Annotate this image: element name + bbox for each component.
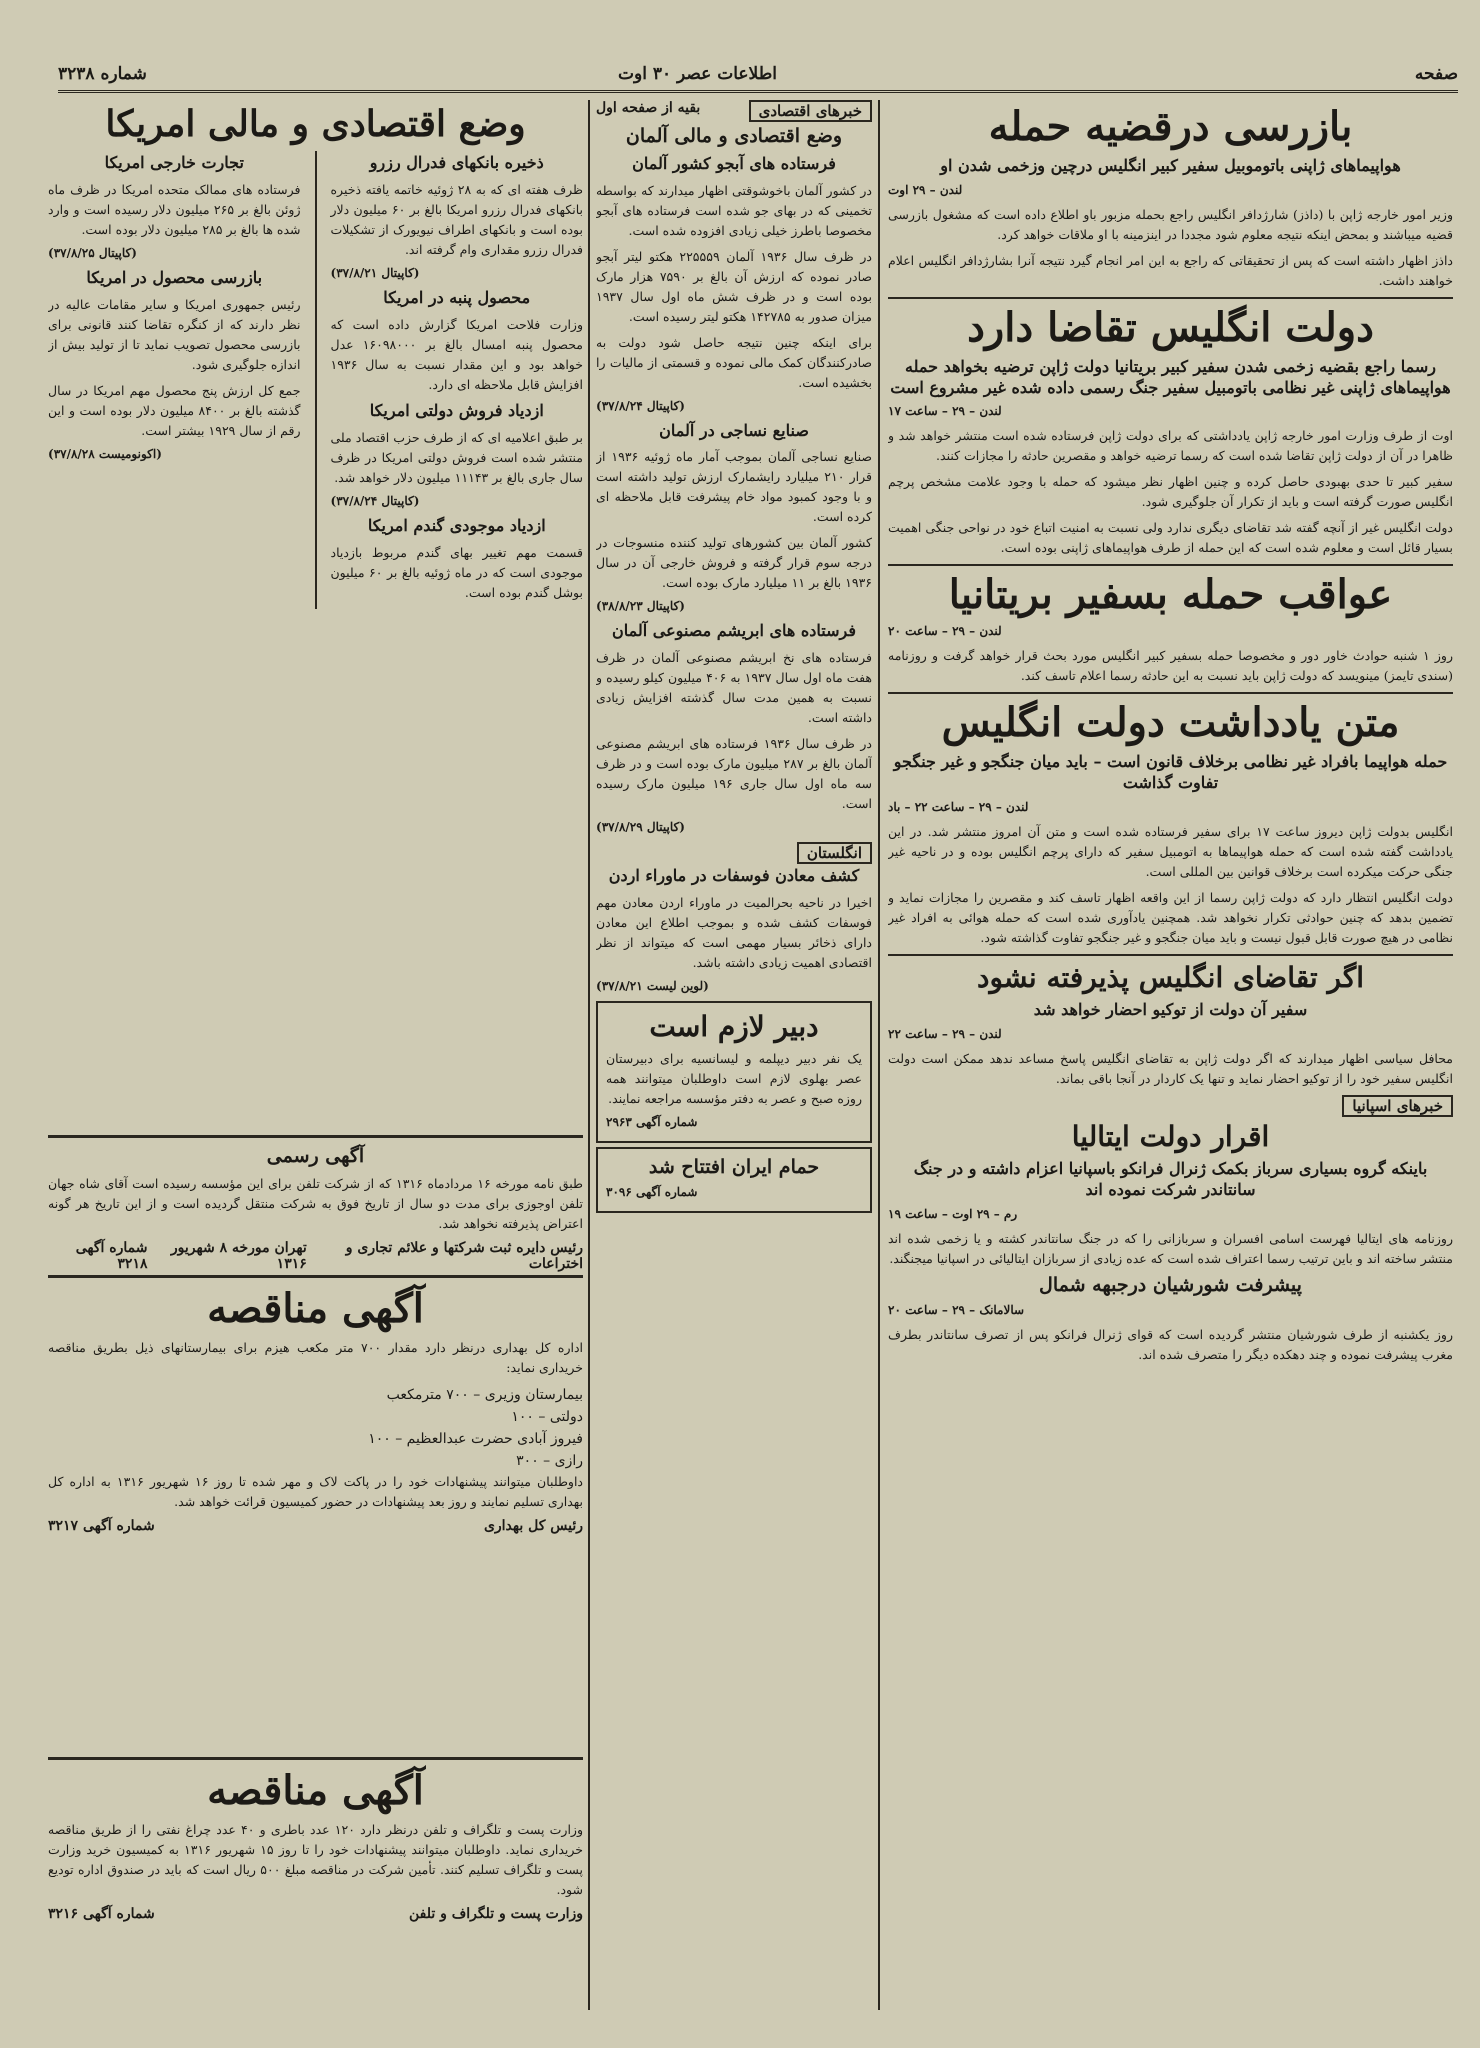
right-column <box>888 100 1453 2010</box>
article-body: ظرف هفته ای که به ۲۸ ژوئیه خاتمه یافته ذخیره بانکهای فدرال رزرو امریکا بالغ بر ۶۰ میلیون دلار بوده است و بانکهای اطراف نیویورک از تشکیلات فدرال رزرو مقداری وام گرفته اند. <box>330 182 583 258</box>
tender-title: آگهی مناقصه <box>207 1285 424 1332</box>
section-rule <box>48 1757 583 1760</box>
tender-signature: رئیس کل بهداری <box>483 1518 583 1534</box>
dateline: سالامانک – ۲۹ – ساعت ۲۰ <box>888 1302 1025 1317</box>
dateline: لندن – ۲۹ – ساعت ۲۰ <box>888 624 1002 639</box>
divider <box>888 564 1453 566</box>
subhead-silk: فرستاده های ابریشم مصنوعی آلمان <box>612 621 856 641</box>
article-body: فرستاده های نخ ابریشم مصنوعی آلمان در ظرف هفت ماه اول سال ۱۹۳۷ به ۴۰۶ میلیون کیلو رسیده و نسبت به همین مدت سال گذشته افزایش زیادی داشته است. <box>596 650 872 726</box>
subhead-cotton: محصول پنبه در امریکا <box>383 288 531 308</box>
dateline: لندن – ۲۹ اوت <box>888 182 963 197</box>
article-body: در ظرف سال ۱۹۳۶ فرستاده های ابریشم مصنوعی آلمان بالغ بر ۲۸۷ میلیون مارک بوده است و در ظرف سه ماه اول سال جاری ۱۹۶ میلیون مارک رسیده است. <box>596 736 872 812</box>
article-body: جمع کل ارزش پنج محصول مهم امریکا در سال گذشته بالغ بر ۸۴۰۰ میلیون دلار بوده است و این رقم از سال ۱۹۲۹ بیشتر است. <box>48 382 301 438</box>
paper-name: اطلاعات عصر ۳۰ اوت <box>618 64 777 84</box>
headline-memorandum: متن یادداشت دولت انگلیس <box>941 699 1400 747</box>
subhead-inspection: هواپیماهای ژاپنی باتوموبیل سفیر کبیر انگلیس درچین وزخمی شدن او <box>940 156 1401 175</box>
page-label: صفحه <box>1414 64 1458 84</box>
tender2-reference: شماره آگهی ۳۲۱۶ <box>48 1906 155 1922</box>
subhead-phosphate: کشف معادن فوسفات در ماوراء اردن <box>608 866 860 886</box>
article-body: در ظرف سال ۱۹۳۶ آلمان ۲۲۵۵۵۹ هکتو لیتر آبجو صادر نموده که ارزش آن بالغ بر ۷۵۹۰ هزار مارک بوده است و در ظرف شش ماه اول سال ۱۹۳۷ میزان صدور به ۱۴۲۷۸۵ هکتو لیتر رسیده است. <box>596 248 872 324</box>
source-signoff: (اکونومیست ۳۷/۸/۲۸) <box>48 446 162 461</box>
headline-if-refused: اگر تقاضای انگلیس پذیرفته نشود <box>977 960 1364 994</box>
subcolumn-right <box>331 151 584 608</box>
source-signoff: (کاپیتال ۳۸/۸/۲۳) <box>596 599 685 614</box>
subhead-sales: ازدیاد فروش دولتی امریکا <box>369 400 544 420</box>
source-signoff: (کاپیتال ۳۷/۸/۲۹) <box>596 820 685 835</box>
headline-america: وضع اقتصادی و مالی امریکا <box>105 103 526 145</box>
headline-england-demands: دولت انگلیس تقاضا دارد <box>967 303 1374 351</box>
dateline: لندن – ۲۹ – ساعت ۱۷ <box>888 404 1002 419</box>
notice-signature: رئیس دایره ثبت شرکتها و علائم تجاری و اختراعات <box>345 1239 583 1272</box>
subhead-trade: تجارت خارجی امریکا <box>104 153 244 173</box>
subhead-textiles: صنایع نساجی در آلمان <box>659 420 809 440</box>
notice-title: آگهی رسمی <box>266 1145 365 1167</box>
article-body: دولت انگلیس انتظار دارد که دولت ژاپن رسما از این واقعه اظهار تاسف کند و مقصرین را مجازات نماید و تضمین بدهد که چنین حوادثی تکرار نخواهد شد. همچنین یادآوری شده است که حمله هوائی به افراد غیر نظامی در هیچ صورت قابل قبول نیست و باید میان جنگجو و غیر جنگجو تفاوت گذاشته شود. <box>888 889 1453 945</box>
notice-reference: شماره آگهی ۳۲۱۸ <box>75 1239 148 1272</box>
tender-notice <box>48 1282 583 1752</box>
section-tag-spain: خبرهای اسپانیا <box>1342 1095 1453 1117</box>
column-rule <box>588 100 590 2010</box>
article-body: رئیس جمهوری امریکا و سایر مقامات عالیه در نظر دارند که از کنگره تقاضا کنند قانونی برای بازرسی محصول تصویب نماید تا از تولید بیش از اندازه جلوگیری شود. <box>48 296 301 372</box>
source-signoff: (کاپیتال ۳۷/۸/۲۴) <box>596 398 685 413</box>
page-header <box>58 62 1458 93</box>
ad-reference: شماره آگهی ۳۰۹۶ <box>606 1185 698 1200</box>
subhead-wheat: ازدیاد موجودی گندم امریکا <box>367 515 546 535</box>
source-signoff: (کاپیتال ۳۷/۸/۲۴) <box>330 493 420 508</box>
section-rule <box>48 1135 583 1138</box>
tender-item: بیمارستان وزیری – ۷۰۰ مترمکعب <box>386 1387 583 1403</box>
continued-label: بقیه از صفحه اول <box>596 100 701 116</box>
issue-number: شماره ۳۲۳۸ <box>58 64 147 84</box>
article-body: فرستاده های ممالک متحده امریکا در ظرف ماه ژوئن بالغ بر ۲۶۵ میلیون دلار رسیده است و وارد شده ها بالغ بر ۲۸۵ میلیون دلار بوده است. <box>48 182 301 238</box>
subhead-england-demands: رسما راجع بقضیه زخمی شدن سفیر کبیر بریتانیا دولت ژاپن ترضیه بخواهد حمله هواپیماهای ژاپنی غیر نظامی باتومبیل سفیر جنگ رسمی داده شده غیر مشروع است <box>890 356 1451 397</box>
article-body: کشور آلمان بین کشورهای تولید کننده منسوجات در درجه سوم قرار گرفته و فروش خارجی آن در سال ۱۹۳۶ بالغ بر ۱۱ میلیارد مارک بوده است. <box>596 535 872 591</box>
tender-items <box>48 1384 583 1472</box>
classified-ad <box>596 1147 872 1213</box>
tender-item: رازی – ۳۰۰ <box>516 1453 583 1469</box>
source-signoff: (کاپیتال ۳۷/۸/۲۵) <box>48 246 137 261</box>
article-body: وزارت فلاحت امریکا گزارش داده است که محصول پنبه امسال بالغ بر ۱۶۰۹۸۰۰۰ عدل خواهد بود و این مقدار نسبت به سال ۱۹۳۶ افزایش قابل ملاحظه ای دارد. <box>330 316 583 392</box>
tender2-signature: وزارت پست و تلگراف و تلفن <box>408 1906 583 1922</box>
section-tag-economy: خبرهای اقتصادی <box>749 100 872 122</box>
column-rule <box>878 100 880 2010</box>
dateline: رم – ۲۹ اوت – ساعت ۱۹ <box>888 1206 1018 1221</box>
source-signoff: (لوین لیست ۳۷/۸/۲۱) <box>596 979 709 994</box>
article-body: دولت انگلیس غیر از آنچه گفته شد تقاضای دیگری ندارد ولی نسبت به امنیت اتباع خود در نواحی جنگی اهمیت بسیار قائل است و معلوم شده است که این حمله از طرف هواپیماهای ژاپنی بوده است. <box>888 520 1453 556</box>
article-body: برای اینکه چنین نتیجه حاصل شود دولت به صادرکنندگان کمک مالی نموده و قسمتی از مالیات را بخشیده است. <box>596 334 872 390</box>
middle-column <box>596 100 872 2010</box>
ad-reference: شماره آگهی ۲۹۶۳ <box>606 1115 698 1130</box>
headline-inspection: بازرسی درقضیه حمله <box>988 103 1353 150</box>
ad-body: یک نفر دبیر دیپلمه و لیسانسیه برای دبیرستان عصر بهلوی لازم است داوطلبان میتوانند همه روزه صبح و عصر به دفتر مؤسسه مراجعه نمایند. <box>606 1051 862 1107</box>
subhead-reserve: ذخیره بانکهای فدرال رزرو <box>369 153 544 173</box>
article-body: روزنامه های ایتالیا فهرست اسامی افسران و سربازانی را که در جنگ سانتاندر کشته و یا زخمی شده اند منتشر ساخته اند و باین ترتیب رسما اعتراف شده است که عده زیادی از سربازان ایتالیائی در اسپانیا میجنگند. <box>888 1230 1453 1266</box>
dateline: لندن – ۲۹ – ساعت ۲۲ – باد <box>888 799 1029 814</box>
tender-reference: شماره آگهی ۳۲۱۷ <box>48 1518 155 1534</box>
divider <box>888 692 1453 694</box>
article-body: قسمت مهم تغییر بهای گندم مربوط بازدیاد موجودی است که در ماه ژوئیه بالغ بر ۶۰ میلیون بوشل گندم بوده است. <box>330 544 583 600</box>
subhead-beer: فرستاده های آبجو کشور آلمان <box>632 153 836 173</box>
headline-italy: اقرار دولت ایتالیا <box>1071 1119 1270 1153</box>
section-tag-england: انگلستان <box>797 842 872 864</box>
article-body: وزیر امور خارجه ژاپن با (داذز) شارژدافر انگلیس راجع بحمله مزبور باو اطلاع داده است که مشغول بازرسی قضیه میباشند و بمحض اینکه نتیجه معلوم شود مجددا در اینزمینه با او ملاقات خواهد کرد. <box>888 206 1453 242</box>
column-rule <box>315 151 317 608</box>
subhead-memorandum: حمله هواپیما بافراد غیر نظامی برخلاف قانون است – باید میان جنگجو و غیر جنگجو تفاوت گذاشت <box>893 752 1448 793</box>
tender-notice-2 <box>48 1764 583 2014</box>
article-body: اوت از طرف وزارت امور خارجه ژاپن یادداشتی که برای دولت ژاپن فرستاده شده است منتشر خواهد شد و ظاهرا در آن از دولت ژاپن تقاضا شده است که رسما ترضیه خواهد و مقصرین حادثه را مجازات کنند. <box>888 428 1453 464</box>
headline-rebels: پیشرفت شورشیان درجبهه شمال <box>1039 1273 1302 1296</box>
headline-consequences: عواقب حمله بسفیر بریتانیا <box>948 571 1393 619</box>
article-body: داذز اظهار داشته است که پس از تحقیقاتی که راجع به این امر انجام گیرد نتیجه آنرا بشارژدافر انگلیس اعلام خواهند داشت. <box>888 252 1453 288</box>
headline-germany: وضع اقتصادی و مالی آلمان <box>625 125 843 147</box>
tender2-body: وزارت پست و تلگراف و تلفن درنظر دارد ۱۲۰ عدد باطری و ۴۰ عدد چراغ نفتی را از طریق مناقصه خریداری نماید. داوطلبان میتوانند پیشنهادات خود را تا روز ۱۵ شهریور ۱۳۱۶ به کمیسیون خرید وزارت پست و تلگراف تسلیم کنند. تأمین شرکت در مناقصه مبلغ ۵۰۰ ریال است که باید در صندوق اداره تودیع شود. <box>48 1822 583 1897</box>
article-body: صنایع نساجی آلمان بموجب آمار ماه ژوئیه ۱۹۳۶ از قرار ۲۱۰ میلیارد رایشمارک ارزش تولید داشته است و با وجود کمبود مواد خام پیشرفت قابل ملاحظه ای کرده است. <box>596 449 872 525</box>
section-rule <box>48 1275 583 1278</box>
subhead-crop-inspection: بازرسی محصول در امریکا <box>86 268 263 288</box>
subcolumn-left <box>48 151 301 608</box>
ad-title: دبیر لازم است <box>649 1010 819 1044</box>
article-body: اخیرا در ناحیه بحرالمیت در ماوراء اردن معادن مهم فوسفات کشف شده و بموجب اطلاع این معادن دارای ذخائر بسیار مهمی است که میتواند از نظر اقتصادی اهمیت زیادی داشته باشد. <box>596 895 872 971</box>
article-body: محافل سیاسی اظهار میدارند که اگر دولت ژاپن به تقاضای انگلیس پاسخ مساعد ندهد ممکن است دولت انگلیس سفیر خود را از توکیو احضار نماید و تنها یک کاردار در آنجا باقی بماند. <box>888 1050 1453 1086</box>
left-column-top <box>48 100 583 1130</box>
subhead-italy: باینکه گروه بسیاری سرباز بکمک ژنرال فرانکو باسپانیا اعزام داشته و در جنگ سانتاندر شرکت نموده اند <box>913 1159 1428 1199</box>
article-body: در کشور آلمان باخوشوقتی اظهار میدارند که بواسطه تخمینی که در بهای جو شده است فرستاده های آبجو مخصوصا باطرز خیلی زیادی افزوده شده است. <box>596 182 872 238</box>
tender-intro: اداره کل بهداری درنظر دارد مقدار ۷۰۰ متر مکعب هیزم برای بیمارستانهای ذیل بطریق مناقصه خریداری نماید: <box>48 1340 583 1375</box>
tender2-title: آگهی مناقصه <box>207 1767 424 1814</box>
tender-item: دولتی – ۱۰۰ <box>511 1409 583 1425</box>
divider <box>888 954 1453 956</box>
article-body: انگلیس بدولت ژاپن دیروز ساعت ۱۷ برای سفیر فرستاده شده است و متن آن امروز منتشر شد. در این یادداشت گفته شده است که حمله هواپیماها به اتومبیل سفیر که دارای پرچم انگلیس بوده و در ناحیه غیر جنگی حرکت میکرده است برخلاف قوانین بین المللی است. <box>888 823 1453 879</box>
subhead-if-refused: سفیر آن دولت از توکیو احضار خواهد شد <box>1033 1000 1308 1020</box>
article-body: سفیر کبیر تا حدی بهبودی حاصل کرده و چنین اظهار نظر میشود که حمله با وجود علامت مشخص پرچم انگلیس صورت گرفته است و باید از تکرار آن جلوگیری شود. <box>888 474 1453 510</box>
notice-date: تهران مورخه ۸ شهریور ۱۳۱۶ <box>170 1239 307 1272</box>
dateline: لندن – ۲۹ – ساعت ۲۲ <box>888 1026 1002 1041</box>
source-signoff: (کاپیتال ۳۷/۸/۲۱) <box>330 266 420 281</box>
article-body: روز یکشنبه از طرف شورشیان منتشر گردیده است که قوای ژنرال فرانکو پس از تصرف سانتاندر بطرف مغرب پیشرفت نموده و چند دهکده دیگر را متصرف شده اند. <box>888 1326 1453 1362</box>
ad-title: حمام ایران افتتاح شد <box>648 1156 820 1179</box>
article-body: بر طبق اعلامیه ای که از طرف حزب اقتصاد ملی منتشر شده است فروش دولتی امریکا در ظرف سال جاری بالغ بر ۱۱۱۴۳ میلیون دلار خواهد شد. <box>330 429 583 485</box>
article-body: روز ۱ شنبه حوادث خاور دور و مخصوصا حمله بسفیر کبیر انگلیس مورد بحث قرار خواهد گرفت و روزنامه (سندی تایمز) مینویسد که دولت ژاپن باید نسبت به این حادثه رسما اعلام تاسف کند. <box>888 648 1453 684</box>
tender-body: داوطلبان میتوانند پیشنهادات خود را در پاکت لاک و مهر شده تا روز ۱۶ شهریور ۱۳۱۶ به اداره کل بهداری تسلیم نمایند و روز بعد پیشنهادات در حضور کمیسیون قرائت خواهد شد. <box>48 1474 583 1509</box>
classified-ad <box>596 1001 872 1143</box>
official-notice <box>48 1142 583 1272</box>
divider <box>888 297 1453 299</box>
notice-body: طبق نامه مورخه ۱۶ مردادماه ۱۳۱۶ که از شرکت تلفن برای این مؤسسه رسیده است آقای شاه جهان تلفن اوجوزی برای مدت دو سال از تاریخ فوق به شرکت منتقل گردیده است و از این تاریخ هر گونه اعتراض پذیرفته نخواهد شد. <box>48 1175 583 1231</box>
tender-item: فیروز آبادی حضرت عبدالعظیم – ۱۰۰ <box>368 1431 583 1447</box>
